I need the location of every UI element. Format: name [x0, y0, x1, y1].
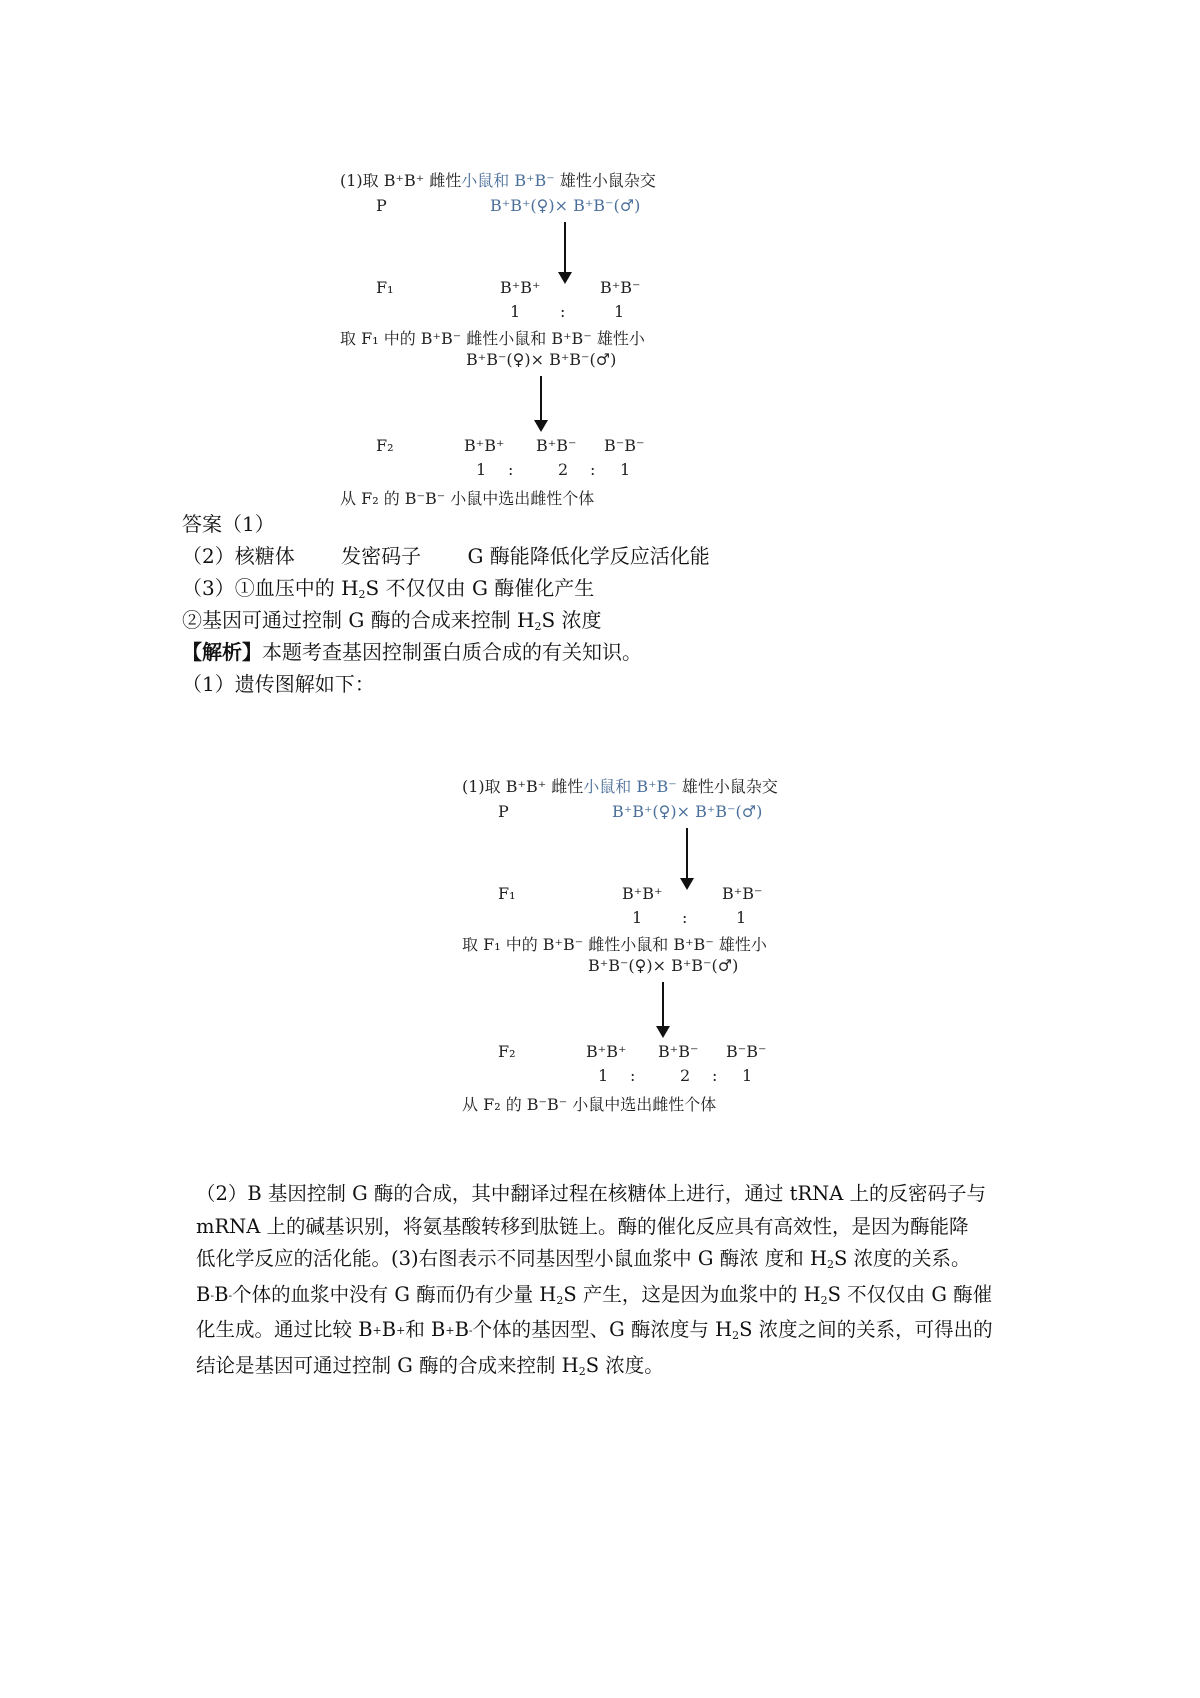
down-arrow-icon: [686, 828, 688, 880]
select-description: 取 F₁ 中的 B⁺B⁻ 雌性小鼠和 B⁺B⁻ 雄性小: [462, 935, 767, 954]
analysis-intro: 【解析】本题考查基因控制蛋白质合成的有关知识。: [182, 640, 642, 664]
ratio: 1: [736, 908, 747, 927]
cross-description: (1)取 B⁺B⁺ 雌性小鼠和 B⁺B⁻ 雄性小鼠杂交: [462, 777, 778, 796]
paragraph-line: 化生成。通过比较 B+B+和 B+B-个体的基因型、G 酶浓度与 $H_2S$ 浓度之间的关系，可得出的: [196, 1318, 993, 1342]
paragraph-line: （2）B 基因控制 G 酶的合成，其中翻译过程在核糖体上进行，通过 tRNA 上的反密码子与: [196, 1182, 986, 1205]
analysis-paragraph: [196, 1178, 1046, 1385]
ratio: 1: [510, 302, 521, 321]
ratio: :: [682, 908, 688, 927]
answer-item-3: （3）①血压中的 $H_2S$ 不仅仅由 G 酶催化产生: [182, 576, 595, 601]
ratio: 2: [680, 1066, 691, 1085]
genetic-diagram-2: [462, 774, 962, 1154]
p-label: P: [498, 802, 509, 821]
f1-genotype: B⁺B⁺: [622, 884, 663, 903]
ratio: :: [560, 302, 566, 321]
ratio: 1: [620, 460, 631, 479]
p-label: P: [376, 196, 387, 215]
f1-cross: B⁺B⁻(♀)× B⁺B⁻(♂): [466, 350, 617, 369]
down-arrow-icon: [662, 982, 664, 1028]
f2-genotype: B⁺B⁻: [536, 436, 577, 455]
ratio: :: [508, 460, 514, 479]
ratio: 1: [742, 1066, 753, 1085]
final-description: 从 F₂ 的 B⁻B⁻ 小鼠中选出雌性个体: [340, 489, 595, 508]
ratio: :: [712, 1066, 718, 1085]
ratio: 1: [632, 908, 643, 927]
f2-genotype: B⁺B⁻: [658, 1042, 699, 1061]
answer-heading: 答案（1）: [182, 512, 275, 536]
f1-genotype: B⁺B⁺: [500, 278, 541, 297]
f2-genotype: B⁺B⁺: [586, 1042, 627, 1061]
final-description: 从 F₂ 的 B⁻B⁻ 小鼠中选出雌性个体: [462, 1095, 717, 1114]
ratio: :: [630, 1066, 636, 1085]
f1-genotype: B⁺B⁻: [722, 884, 763, 903]
down-arrow-icon: [564, 222, 566, 274]
f2-label: F₂: [376, 436, 394, 455]
ratio: 2: [558, 460, 569, 479]
f1-label: F₁: [498, 884, 516, 903]
f2-label: F₂: [498, 1042, 516, 1061]
paragraph-line: 结论是基因可通过控制 G 酶的合成来控制 $H_2S$ 浓度。: [196, 1353, 664, 1378]
select-description: 取 F₁ 中的 B⁺B⁻ 雌性小鼠和 B⁺B⁻ 雄性小: [340, 329, 645, 348]
f2-genotype: B⁻B⁻: [604, 436, 645, 455]
f2-genotype: B⁻B⁻: [726, 1042, 767, 1061]
p-cross: B⁺B⁺(♀)× B⁺B⁻(♂): [612, 802, 763, 821]
f1-cross: B⁺B⁻(♀)× B⁺B⁻(♂): [588, 956, 739, 975]
p-cross: B⁺B⁺(♀)× B⁺B⁻(♂): [490, 196, 641, 215]
ratio: 1: [614, 302, 625, 321]
answer-item-3b: ②基因可通过控制 G 酶的合成来控制 $H_2S$ 浓度: [182, 608, 602, 633]
f1-label: F₁: [376, 278, 394, 297]
cross-description: (1)取 B⁺B⁺ 雌性小鼠和 B⁺B⁻ 雄性小鼠杂交: [340, 171, 656, 190]
answer-item-2: （2）核糖体 发密码子 G 酶能降低化学反应活化能: [182, 544, 710, 568]
down-arrow-icon: [540, 376, 542, 422]
paragraph-line: mRNA 上的碱基识别，将氨基酸转移到肽链上。酶的催化反应具有高效性，是因为酶能降: [196, 1214, 969, 1238]
paragraph-line: B-B-个体的血浆中没有 G 酶而仍有少量 $H_2S$ 产生，这是因为血浆中的 $H_2S$ 不仅仅由 G 酶催: [196, 1282, 993, 1307]
ratio: 1: [476, 460, 487, 479]
paragraph-line: 低化学反应的活化能。(3)右图表示不同基因型小鼠血浆中 G 酶浓 度和 $H_2S$ 浓度的关系。: [196, 1247, 971, 1271]
ratio: :: [590, 460, 596, 479]
analysis-p1: （1）遗传图解如下：: [182, 672, 375, 696]
f1-genotype: B⁺B⁻: [600, 278, 641, 297]
f2-genotype: B⁺B⁺: [464, 436, 505, 455]
ratio: 1: [598, 1066, 609, 1085]
genetic-diagram-1: [340, 168, 840, 548]
